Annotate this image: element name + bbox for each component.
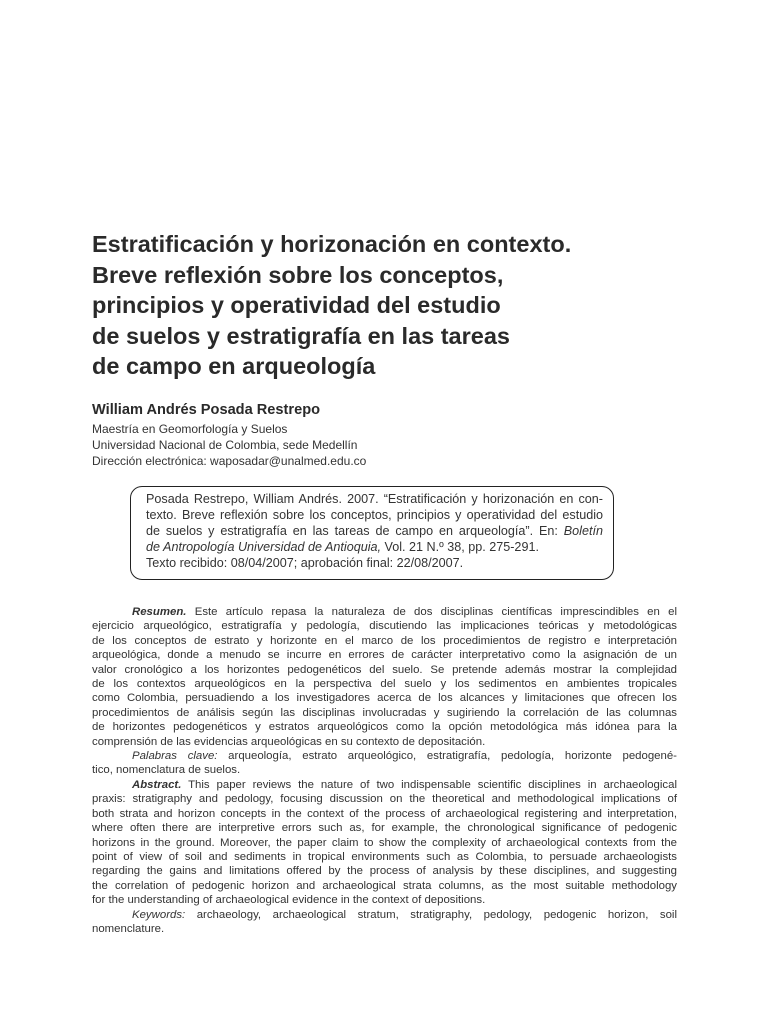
title-line-3: principios y operatividad del estudio xyxy=(92,292,501,318)
palabras-text-1: arqueología, estrato arqueológico, estratigrafía, pedología, horizonte pedogené- xyxy=(217,750,677,763)
author-email: Dirección electrónica: waposadar@unalmed.edu.co xyxy=(92,453,367,468)
keywords-text-1: archaeology, archaeological stratum, stratigraphy, pedology, pedogenic horizon, soil xyxy=(185,908,677,921)
abstract-line-7: regarding the gains and limitations offered by the process of analysis by these disciplines, and suggesting xyxy=(92,865,677,878)
resumen-line-10: comprensión de las evidencias arqueológicas en su contexto de depositación. xyxy=(92,735,486,748)
title-line-1: Estratificación y horizonación en contexto. xyxy=(92,231,572,257)
resumen-line-3: de los conceptos de estrato y horizonte en el marco de los procedimientos de registro e interpretación xyxy=(92,634,677,647)
title-line-4: de suelos y estratigrafía en las tareas xyxy=(92,322,510,349)
citation-line-2: texto. Breve reflexión sobre los conceptos, principios y operatividad del estudio xyxy=(146,507,603,522)
author-affiliation xyxy=(92,422,692,469)
palabras-label: Palabras clave: xyxy=(132,750,218,763)
resumen-line-2: ejercicio arqueológico, estratigrafía y pedología, discutiendo las implicaciones teóricas y metodológicas xyxy=(92,620,677,633)
citation-line-3-text: de suelos y estratigrafía en las tareas de campo en arqueología”. En: xyxy=(146,523,564,538)
resumen-line-6: de los contextos arqueológicos en la perspectiva del suelo y los sedimentos en ambientes tropicales xyxy=(92,678,677,691)
abstract-line-8: the correlation of pedogenic horizon and archaeological strata columns, as the most suitable methodology xyxy=(92,879,677,892)
abstract-line-1 xyxy=(92,778,677,792)
citation-box xyxy=(130,486,614,580)
title-line-2: Breve reflexión sobre los conceptos, xyxy=(92,261,504,288)
keywords-label: Keywords: xyxy=(132,908,186,921)
abstract-line-2: praxis: stratigraphy and pedology, focusing discussion on the theoretical and methodological implications of xyxy=(92,793,677,806)
resumen-label: Resumen. xyxy=(132,606,187,618)
author-institution: Universidad Nacional de Colombia, sede Medellín xyxy=(92,437,358,452)
abstract-line-3: both strata and horizon concepts in the context of the process of archaeological registering and interpretation, xyxy=(92,807,677,820)
resumen-line-1 xyxy=(92,605,677,619)
citation-journal-part-1: Boletín xyxy=(563,523,603,538)
abstract-section xyxy=(92,605,677,936)
citation-dates: Texto recibido: 08/04/2007; aprobación final: 22/08/2007. xyxy=(146,555,464,570)
keywords-line-2: nomenclature. xyxy=(92,922,165,935)
citation-line-1: Posada Restrepo, William Andrés. 2007. “Estratificación y horizonación en con- xyxy=(146,492,603,506)
resumen-text-1: Este artículo repasa la naturaleza de dos disciplinas científicas imprescindibles en el xyxy=(186,606,677,618)
abstract-text-1: This paper reviews the nature of two indispensable scientific disciplines in archaeological xyxy=(181,778,677,791)
abstract-line-4: where often there are interpretive errors such as, for example, the chronological significance of pedogenic xyxy=(92,822,677,835)
abstract-label: Abstract. xyxy=(132,778,182,791)
resumen-line-7: como Colombia, persuadiendo a los investigadores acerca de los alcances y limitaciones que ofrecen los xyxy=(92,692,677,705)
resumen-line-9: de horizontes pedogenéticos y estratos arqueológicos como la opción metodológica más idónea para la xyxy=(92,721,677,734)
resumen-line-5: valor cronológico a los horizontes pedogenéticos del suelo. Se pretende además mostrar la complejidad xyxy=(92,663,677,676)
palabras-line-2: tico, nomenclatura de suelos. xyxy=(92,764,241,777)
palabras-line-1 xyxy=(92,749,677,763)
author-degree: Maestría en Geomorfología y Suelos xyxy=(92,422,288,436)
citation-journal-part-2: de Antropología Universidad de Antioquia, xyxy=(146,539,382,554)
citation-line-4 xyxy=(146,540,603,556)
abstract-line-9: for the understanding of archaeological evidence in the context of depositions. xyxy=(92,894,486,907)
author-name: William Andrés Posada Restrepo xyxy=(92,402,321,418)
article-title xyxy=(92,229,692,382)
resumen-line-4: arqueológica, donde a menudo se incurre en errores de carácter interpretativo como la asignación de un xyxy=(92,649,677,662)
citation-volume: Vol. 21 N.º 38, pp. 275-291. xyxy=(381,539,539,554)
keywords-line-1 xyxy=(92,908,677,922)
title-line-5: de campo en arqueología xyxy=(92,353,376,379)
resumen-line-8: procedimientos de análisis según las disciplinas involucradas y sugiriendo la correlación de las columnas xyxy=(92,706,677,719)
citation-line-3 xyxy=(146,524,603,540)
abstract-line-5: horizons in the ground. Moreover, the paper claim to show the complexity of archaeological contexts from the xyxy=(92,836,677,849)
abstract-line-6: point of view of soil and sediments in tropical environments such as Colombia, to persuade archaeologists xyxy=(92,850,677,863)
